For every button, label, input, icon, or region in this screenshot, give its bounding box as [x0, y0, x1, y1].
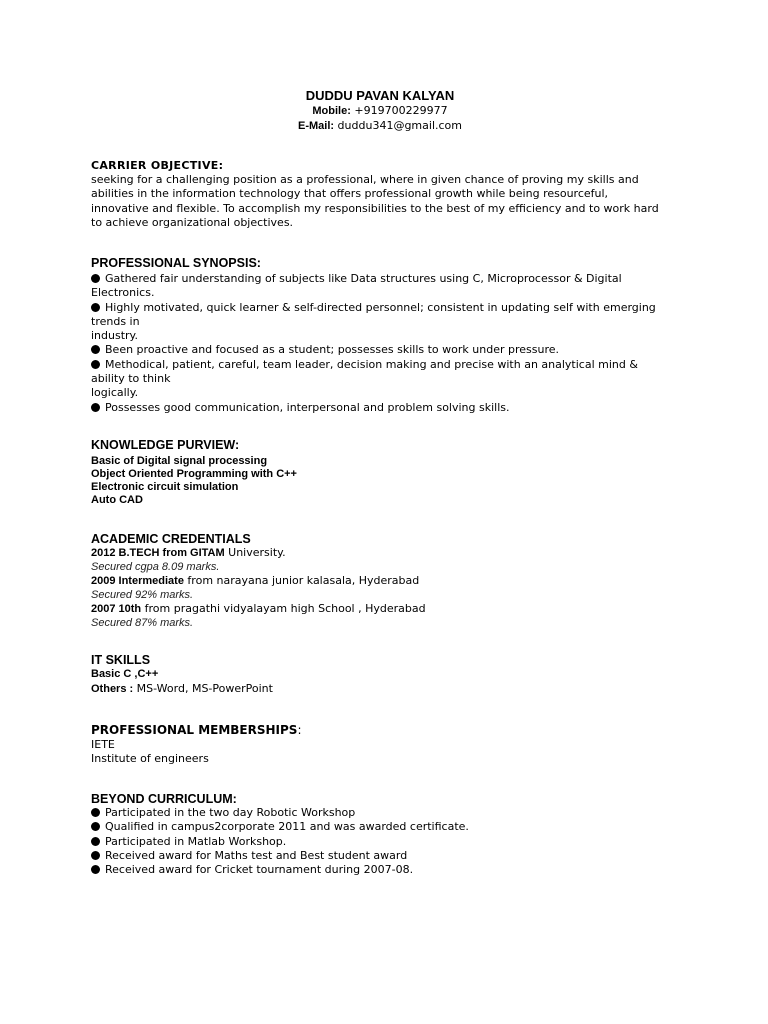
knowledge-item: Object Oriented Programming with C++ — [91, 468, 297, 480]
objective-line: abilities in the information technology that offers professional growth while being resourceful, — [91, 187, 609, 201]
email-label: E-Mail: — [298, 120, 335, 132]
beyond-item: Participated in Matlab Workshop. — [91, 835, 691, 849]
bullet-icon — [91, 303, 100, 312]
bullet-icon — [91, 345, 100, 354]
objective-heading: CARRIER OBJECTIVE: — [91, 159, 224, 172]
email-line — [0, 119, 760, 132]
it-skills-basic: Basic C ,C++ — [91, 668, 159, 680]
bullet-icon — [91, 808, 100, 817]
objective-line: to achieve organizational objectives. — [91, 215, 294, 229]
mobile-line — [0, 104, 760, 117]
it-skills-others: Others : MS-Word, MS-PowerPoint — [91, 681, 273, 695]
memberships-heading: PROFESSIONAL MEMBERSHIPS: — [91, 723, 302, 737]
membership-item: Institute of engineers — [91, 752, 209, 766]
synopsis-line: industry. — [91, 329, 138, 343]
beyond-item: Participated in the two day Robotic Workshop — [91, 806, 691, 820]
bullet-icon — [91, 274, 100, 283]
academic-list — [91, 546, 691, 631]
knowledge-heading: KNOWLEDGE PURVIEW: — [91, 438, 240, 452]
knowledge-list — [91, 455, 691, 507]
synopsis-heading: PROFESSIONAL SYNOPSIS: — [91, 256, 261, 270]
synopsis-line: Been proactive and focused as a student; possesses skills to work under pressure. — [91, 343, 691, 357]
academic-note: Secured cgpa 8.09 marks. — [91, 560, 220, 573]
synopsis-line: Possesses good communication, interpersonal and problem solving skills. — [91, 401, 691, 415]
synopsis-line: Methodical, patient, careful, team leader, decision making and precise with an analytical mind & — [91, 358, 691, 372]
mobile-value: +919700229977 — [350, 104, 448, 117]
candidate-name: DUDDU PAVAN KALYAN — [305, 88, 455, 103]
beyond-list — [91, 806, 691, 877]
beyond-item: Received award for Maths test and Best student award — [91, 849, 691, 863]
it-skills-heading: IT SKILLS — [91, 653, 151, 667]
synopsis-line: ability to think — [91, 372, 171, 386]
synopsis-line: trends in — [91, 314, 140, 328]
email-value: duddu341@gmail.com — [334, 119, 462, 132]
synopsis-line: Highly motivated, quick learner & self-directed personnel; consistent in updating self with emerging — [91, 301, 691, 315]
beyond-item: Qualified in campus2corporate 2011 and was awarded certificate. — [91, 820, 691, 834]
mobile-label: Mobile: — [312, 105, 351, 117]
knowledge-item: Auto CAD — [91, 494, 143, 506]
synopsis-list — [91, 272, 691, 415]
academic-note: Secured 87% marks. — [91, 616, 194, 629]
bullet-icon — [91, 403, 100, 412]
synopsis-line: logically. — [91, 386, 139, 400]
bullet-icon — [91, 360, 100, 369]
knowledge-item: Electronic circuit simulation — [91, 481, 239, 493]
academic-note: Secured 92% marks. — [91, 588, 194, 601]
it-skills-list — [91, 668, 691, 696]
academic-heading: ACADEMIC CREDENTIALS — [91, 532, 251, 546]
membership-item: IETE — [91, 738, 115, 751]
bullet-icon — [91, 837, 100, 846]
memberships-list — [91, 738, 691, 767]
academic-entry: 2007 10th from pragathi vidyalayam high School , Hyderabad — [91, 602, 426, 616]
beyond-heading: BEYOND CURRICULUM: — [91, 792, 237, 806]
synopsis-line: Gathered fair understanding of subjects like Data structures using C, Microprocessor & Digital — [91, 272, 691, 286]
bullet-icon — [91, 851, 100, 860]
bullet-icon — [91, 865, 100, 874]
objective-text — [91, 173, 691, 230]
synopsis-line: Electronics. — [91, 286, 155, 300]
academic-entry: 2012 B.TECH from GITAM University. — [91, 546, 286, 559]
objective-line: seeking for a challenging position as a professional, where in given chance of proving my skills and — [91, 173, 639, 186]
bullet-icon — [91, 822, 100, 831]
objective-line: innovative and flexible. To accomplish my responsibilities to the best of my efficiency and to work hard — [91, 201, 659, 215]
knowledge-item: Basic of Digital signal processing — [91, 455, 268, 467]
beyond-item: Received award for Cricket tournament during 2007-08. — [91, 863, 691, 877]
academic-entry: 2009 Intermediate from narayana junior kalasala, Hyderabad — [91, 574, 420, 588]
